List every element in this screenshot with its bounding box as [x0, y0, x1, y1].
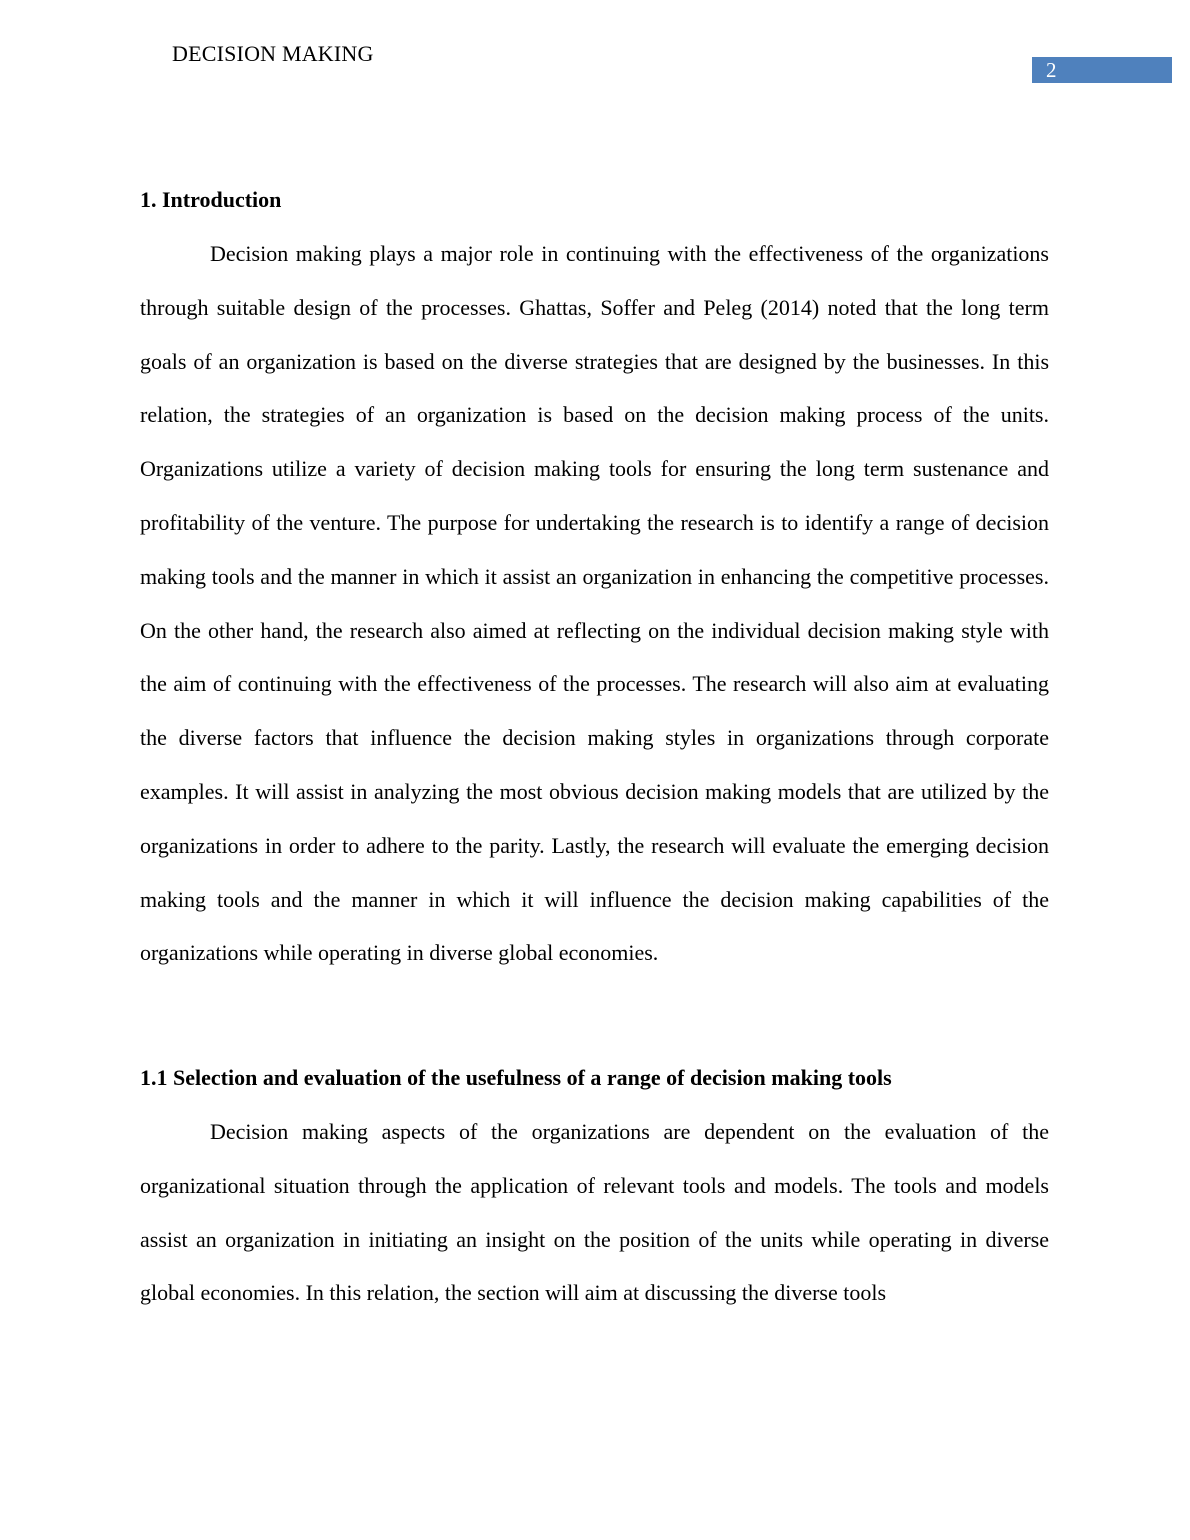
- section-1-1-heading: 1.1 Selection and evaluation of the usefulness of a range of decision making tools: [140, 1065, 892, 1090]
- page-number-badge: [1032, 57, 1172, 83]
- section-1-1-paragraph: Decision making aspects of the organizations are dependent on the evaluation of the organizational situation through the application of relevant tools and models. The tools and models assist an organization in initiating an insight on the position of the units while operating in diverse global economies. In this relation, the section will aim at discussing the diverse tools: [140, 1119, 1049, 1306]
- page-number: 2: [1046, 58, 1057, 82]
- introduction-heading: 1. Introduction: [140, 187, 282, 212]
- running-head: DECISION MAKING: [172, 41, 374, 66]
- introduction-paragraph: Decision making plays a major role in continuing with the effectiveness of the organizations through suitable design of the processes. Ghattas, Soffer and Peleg (2014) noted that the long term goals of an organization is based on the diverse strategies that are designed by the businesses. In this relation, the strategies of an organization is based on the decision making process of the units. Organizations utilize a variety of decision making tools for ensuring the long term sustenance and profitability of the venture. The purpose for undertaking the research is to identify a range of decision making tools and the manner in which it assist an organization in enhancing the competitive processes. On the other hand, the research also aimed at reflecting on the individual decision making style with the aim of continuing with the effectiveness of the processes. The research will also aim at evaluating the diverse factors that influence the decision making styles in organizations through corporate examples. It will assist in analyzing the most obvious decision making models that are utilized by the organizations in order to adhere to the parity. Lastly, the research will evaluate the emerging decision making tools and the manner in which it will influence the decision making capabilities of the organizations while operating in diverse global economies.: [140, 241, 1049, 966]
